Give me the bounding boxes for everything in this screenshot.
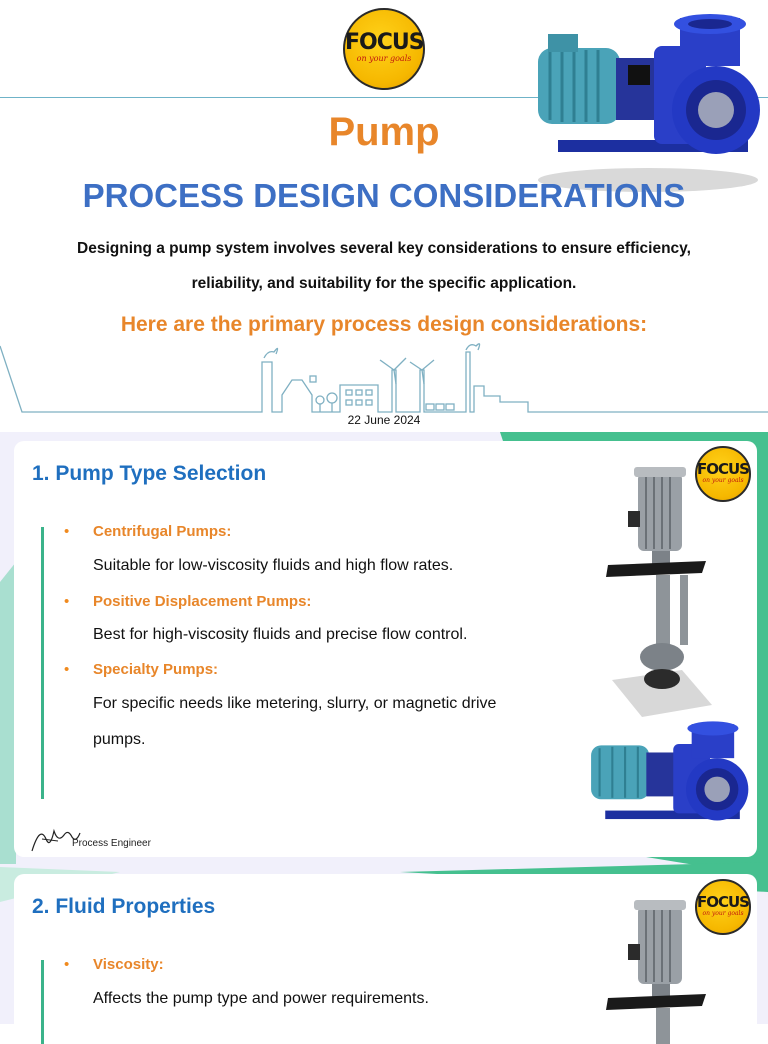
item-label: Specialty Pumps: <box>93 661 219 678</box>
bullet-icon: • <box>64 593 70 610</box>
section-heading: 1. Pump Type Selection <box>32 462 267 485</box>
item-label: Centrifugal Pumps: <box>93 523 232 540</box>
bullet-icon: • <box>64 523 70 540</box>
page-subtitle: PROCESS DESIGN CONSIDERATIONS <box>82 177 686 214</box>
city-skyline-illustration <box>0 340 768 415</box>
focus-logo <box>343 8 425 90</box>
item-text: For specific needs like metering, slurry, or magnetic drive <box>93 695 497 712</box>
section-heading: 2. Fluid Properties <box>32 895 216 918</box>
intro-line-1: Designing a pump system involves several key considerations to ensure efficiency, <box>77 240 691 257</box>
centrifugal-pump-image <box>584 713 754 855</box>
focus-logo: FOCUS on your goals <box>695 879 751 935</box>
logo-tagline: on your goals <box>356 54 412 63</box>
accent-bar <box>41 527 44 799</box>
item-text-continued: pumps. <box>93 731 146 748</box>
item-text: Affects the pump type and power requirements. <box>93 990 429 1007</box>
logo-word: FOCUS <box>345 30 424 55</box>
intro-line-2: reliability, and suitability for the specific application. <box>191 275 577 292</box>
author-role: Process Engineer <box>72 838 151 849</box>
item-label: Positive Displacement Pumps: <box>93 593 312 610</box>
section-card-pump-type <box>14 441 757 857</box>
bullet-icon: • <box>64 956 70 973</box>
publish-date: 22 June 2024 <box>347 413 421 427</box>
centrifugal-pump-image <box>528 10 768 195</box>
item-text: Best for high-viscosity fluids and precise flow control. <box>93 626 468 643</box>
focus-logo: FOCUS on your goals <box>695 446 751 502</box>
accent-bar <box>41 960 44 1044</box>
page-title: Pump <box>328 110 440 154</box>
vertical-pump-image <box>602 465 712 725</box>
item-label: Viscosity: <box>93 956 164 973</box>
vertical-pump-image <box>602 898 712 1044</box>
item-text: Suitable for low-viscosity fluids and high flow rates. <box>93 557 454 574</box>
bullet-icon: • <box>64 661 70 678</box>
section-card-fluid-properties <box>14 874 757 1044</box>
title-section <box>0 0 768 432</box>
lead-heading: Here are the primary process design considerations: <box>120 313 648 336</box>
